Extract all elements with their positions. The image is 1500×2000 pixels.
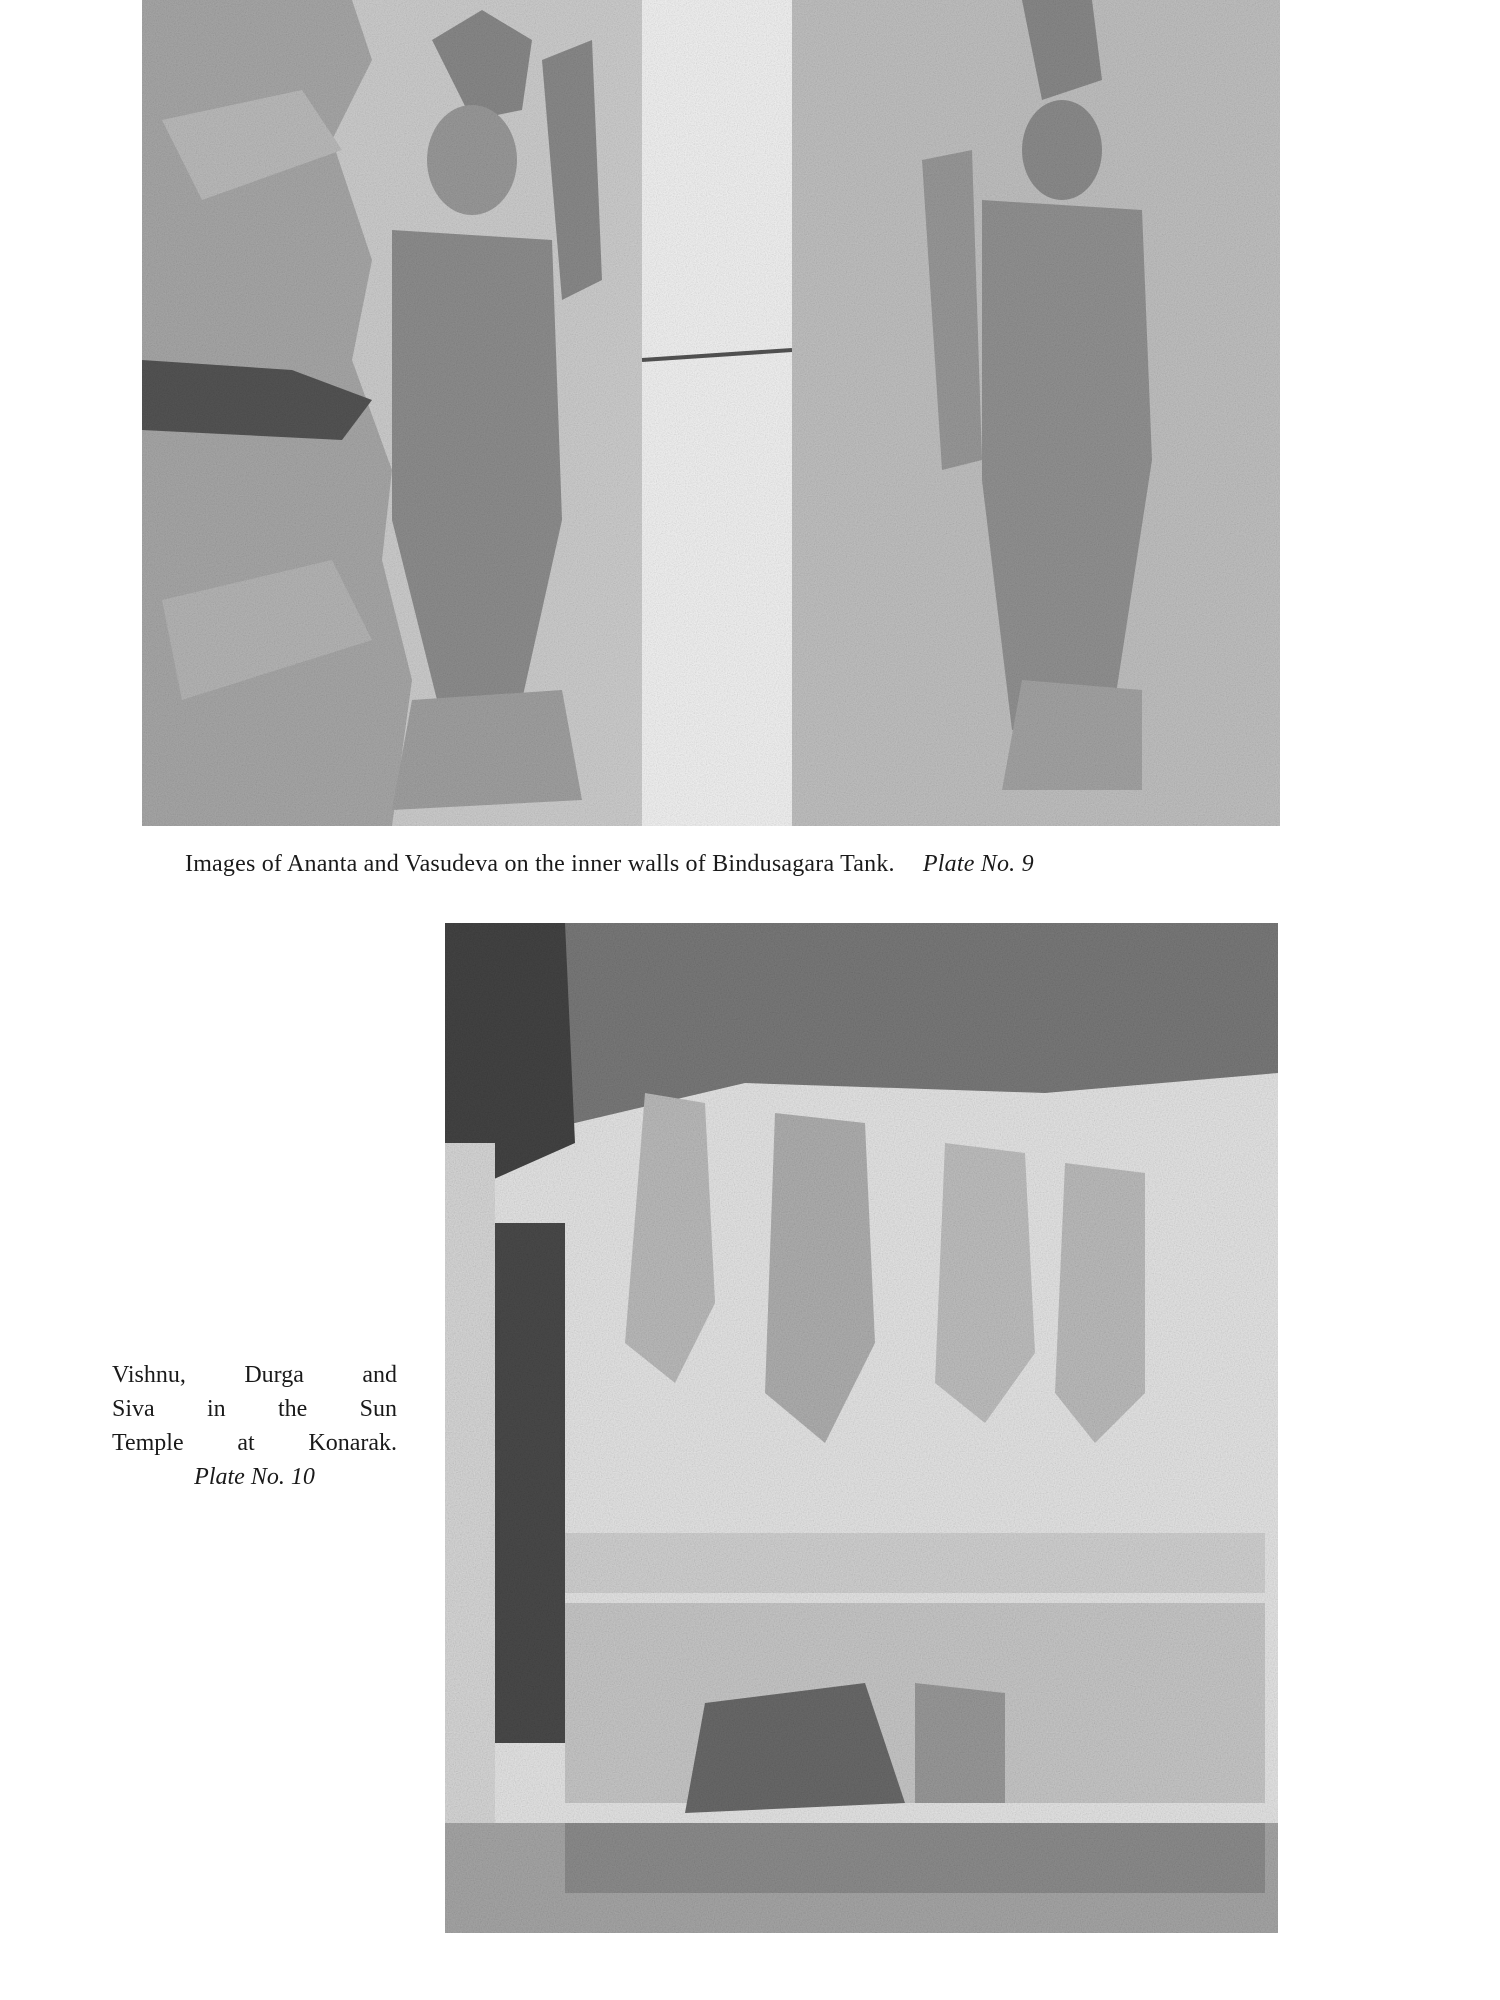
plate-9-photograph [142,0,1280,826]
plate-9-caption-text: Images of Ananta and Vasudeva on the inner walls of Bindusagara Tank. [185,851,895,877]
plate-10-caption [112,1358,397,1494]
plate-10-photograph [445,923,1278,1933]
plate-9-image [142,0,1280,826]
plate-10-image [445,923,1278,1933]
plate-10-caption-line-3: Temple at Konarak. [112,1430,397,1456]
plate-10-caption-line-1: Vishnu, Durga and [112,1362,397,1388]
plate-10-label: Plate No. 10 [194,1464,315,1490]
plate-10-caption-line-2: Siva in the Sun [112,1396,397,1422]
plate-9-label: Plate No. 9 [922,851,1034,877]
plate-9-caption [185,851,1265,878]
